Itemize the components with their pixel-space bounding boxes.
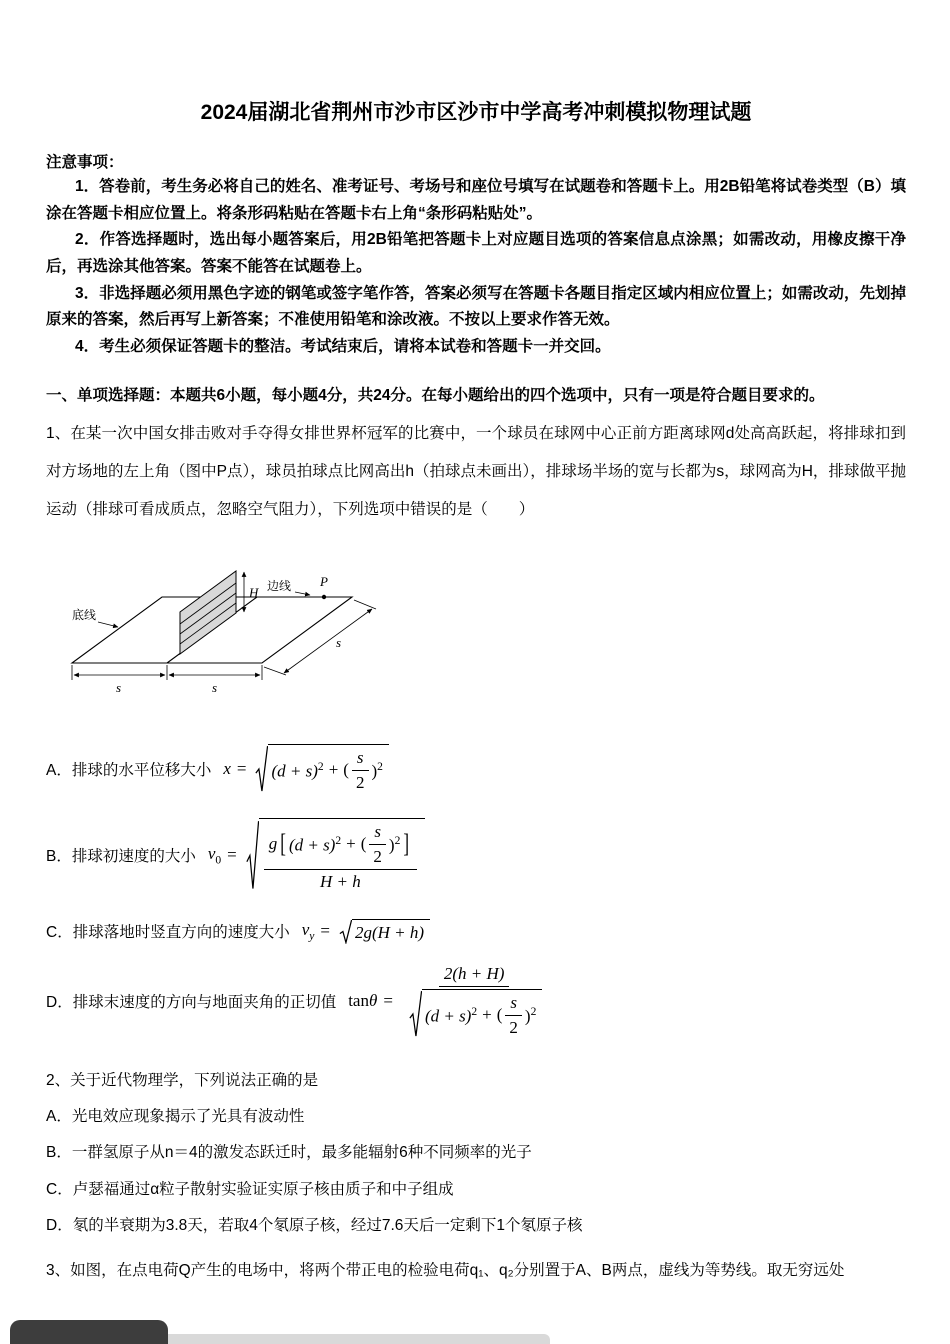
exponent: 2 (317, 759, 324, 773)
close-paren: ) (371, 761, 378, 781)
section-one-heading: 一、单项选择题：本题共6小题，每小题4分，共24分。在每小题给出的四个选项中，只有一项是符合题目要求的。 (46, 386, 825, 404)
numerator-2-h-plus-H: 2(h + H) (439, 964, 510, 987)
question-1-option-c (46, 919, 906, 944)
question-3-stem: 3、如图，在点电荷Q产生的电场中，将两个带正电的检验电荷q₁、q₂分别置于A、B两点，虚线为等势线。取无穷远处 (46, 1262, 845, 1280)
radical (339, 919, 430, 944)
numerator-s: s (505, 993, 522, 1016)
var-x: x (223, 758, 231, 778)
var-g: g (268, 834, 278, 854)
denominator-2: 2 (355, 772, 365, 792)
denominator-2: 2 (509, 1017, 518, 1037)
fraction-s-over-2 (504, 993, 523, 1038)
term-d-plus-s: (d + s) (271, 761, 318, 781)
volleyball-court-diagram (62, 539, 402, 709)
question-2-option-d: D．氡的半衰期为3.8天，若取4个氡原子核，经过7.6天后一定剩下1个氡原子核 (46, 1216, 583, 1234)
subscript-y: y (309, 929, 315, 943)
net-height-label: H (249, 584, 259, 600)
term-d-plus-s: (d + s) (424, 1006, 472, 1026)
denominator-H-plus-h: H + h (320, 871, 361, 891)
question-1-option-b (46, 818, 906, 893)
question-1-stem: 1、在某一次中国女排击败对手夺得女排世界杯冠军的比赛中，一个球员在球网中心正前方距离球网d处高高跃起，将排球扣到对方场地的左上角（图中P点），球员拍球点比网高出h（拍球点未画出），排球场半场的宽与长都为s，球网高为H，排球做平抛运动（排球可看成质点，忽略空气阻力），下列选项中错误的是（ ） (46, 424, 906, 518)
var-v: v (301, 920, 310, 940)
formula-horizontal-displacement (223, 744, 389, 794)
var-v: v (207, 844, 216, 864)
fraction-tangent (401, 964, 547, 1039)
denominator-root (401, 987, 547, 1039)
sideline-pointer (295, 592, 310, 595)
net-shape (180, 571, 236, 654)
exponent: 2 (377, 759, 383, 773)
var-theta: θ (368, 991, 378, 1011)
close-paren: ) (524, 1006, 531, 1026)
radicand (352, 919, 430, 944)
equals-sign: = (320, 921, 330, 941)
radical (409, 989, 542, 1039)
option-d-label: D．排球末速度的方向与地面夹角的正切值 (46, 994, 337, 1012)
exponent: 2 (530, 1004, 537, 1018)
radical (255, 744, 388, 794)
question-1-option-a (46, 744, 906, 794)
equals-sign: = (383, 991, 393, 1011)
open-paren: ( (496, 1005, 503, 1025)
notice-item-4: 4．考生必须保证答题卡的整洁。考试结束后，请将本试卷和答题卡一并交回。 (75, 337, 611, 355)
question-1-figure (62, 539, 906, 714)
page-title: 2024届湖北省荆州市沙市区沙市中学高考冲刺模拟物理试题 (200, 101, 752, 124)
radical (246, 818, 425, 893)
scan-streak-artifact (150, 1334, 550, 1344)
point-p-dot (322, 595, 326, 599)
radical-sign (339, 919, 352, 944)
court-length-arrow (284, 609, 372, 673)
plus-sign: + (328, 760, 339, 780)
exponent: 2 (335, 833, 342, 847)
option-a-label: A．排球的水平位移大小 (46, 761, 212, 779)
radicand (268, 744, 388, 794)
tan-operator: tan (348, 991, 369, 1011)
question-2-stem: 2、关于近代物理学，下列说法正确的是 (46, 1071, 319, 1089)
s-dimension-label-diagonal: s (336, 634, 342, 650)
plus-sign: + (346, 834, 356, 854)
s-dimension-label-left: s (116, 679, 122, 695)
denominator-2: 2 (373, 846, 382, 866)
term-d-plus-s: (d + s) (288, 835, 336, 855)
option-b-label: B．排球初速度的大小 (46, 848, 196, 866)
equals-sign: = (227, 845, 237, 865)
scan-artifact (10, 1320, 168, 1344)
option-c-label: C．排球落地时竖直方向的速度大小 (46, 924, 290, 942)
formula-initial-speed (208, 818, 425, 893)
question-2-option-a: A．光电效应现象揭示了光具有波动性 (46, 1108, 305, 1126)
open-paren: ( (343, 760, 349, 780)
open-paren: ( (360, 834, 367, 854)
exponent: 2 (471, 1004, 478, 1018)
notice-item-3: 3．非选择题必须用黑色字迹的钢笔或签字笔作答，答案必须写在答题卡各题目指定区域内相应位置上；如需改动，先划掉原来的答案，然后再写上新答案；不准使用铅笔和涂改液。不按以上要求作答无效。 (46, 284, 906, 329)
close-paren: ) (388, 835, 395, 855)
notice-item-1: 1．答卷前，考生务必将自己的姓名、准考证号、考场号和座位号填写在试题卷和答题卡上。用2B铅笔将试卷类型（B）填涂在答题卡相应位置上。将条形码粘贴在答题卡右上角“条形码粘贴处”。 (46, 178, 906, 222)
point-p-label: P (320, 573, 328, 589)
open-bracket: [ (280, 828, 286, 859)
close-bracket: ] (403, 828, 410, 859)
formula-final-velocity-angle-tangent (348, 964, 549, 1039)
notice-item-2: 2．作答选择题时，选出每小题答案后，用2B铅笔把答题卡上对应题目选项的答案信息点涂黑；如需改动，用橡皮擦干净后，再选涂其他答案。答案不能答在试题卷上。 (46, 231, 906, 275)
notice-section (46, 150, 906, 361)
dimension-tick (354, 600, 376, 609)
s-dimension-label-right: s (212, 679, 218, 695)
plus-sign: + (482, 1005, 492, 1025)
fraction-s-over-2 (368, 822, 387, 867)
radical-sign (409, 989, 422, 1039)
dimension-tick (264, 667, 286, 675)
term-2g-H-plus-h: 2g(H + h) (354, 922, 425, 942)
formula-vertical-landing-speed (302, 919, 430, 944)
numerator-s: s (352, 748, 369, 771)
radicand (259, 818, 425, 893)
notice-heading: 注意事项： (46, 154, 124, 171)
numerator-s: s (369, 822, 386, 845)
question-1-option-d (46, 964, 906, 1039)
sideline-label: 边线 (267, 578, 292, 593)
question-2-option-b: B．一群氢原子从n＝4的激发态跃迁时，最多能辐射6种不同频率的光子 (46, 1144, 532, 1162)
exponent: 2 (394, 833, 401, 847)
numerator (264, 822, 417, 870)
question-2-option-c: C．卢瑟福通过α粒子散射实验证实原子核由质子和中子组成 (46, 1180, 454, 1198)
baseline-label: 底线 (72, 607, 97, 622)
baseline-pointer (98, 622, 118, 627)
equals-sign: = (236, 758, 247, 778)
radicand (422, 989, 542, 1039)
fraction-s-over-2 (351, 748, 370, 793)
radical-sign (246, 818, 259, 893)
fraction-under-root (264, 822, 417, 892)
radical-sign (255, 744, 268, 794)
subscript-0: 0 (215, 853, 222, 867)
